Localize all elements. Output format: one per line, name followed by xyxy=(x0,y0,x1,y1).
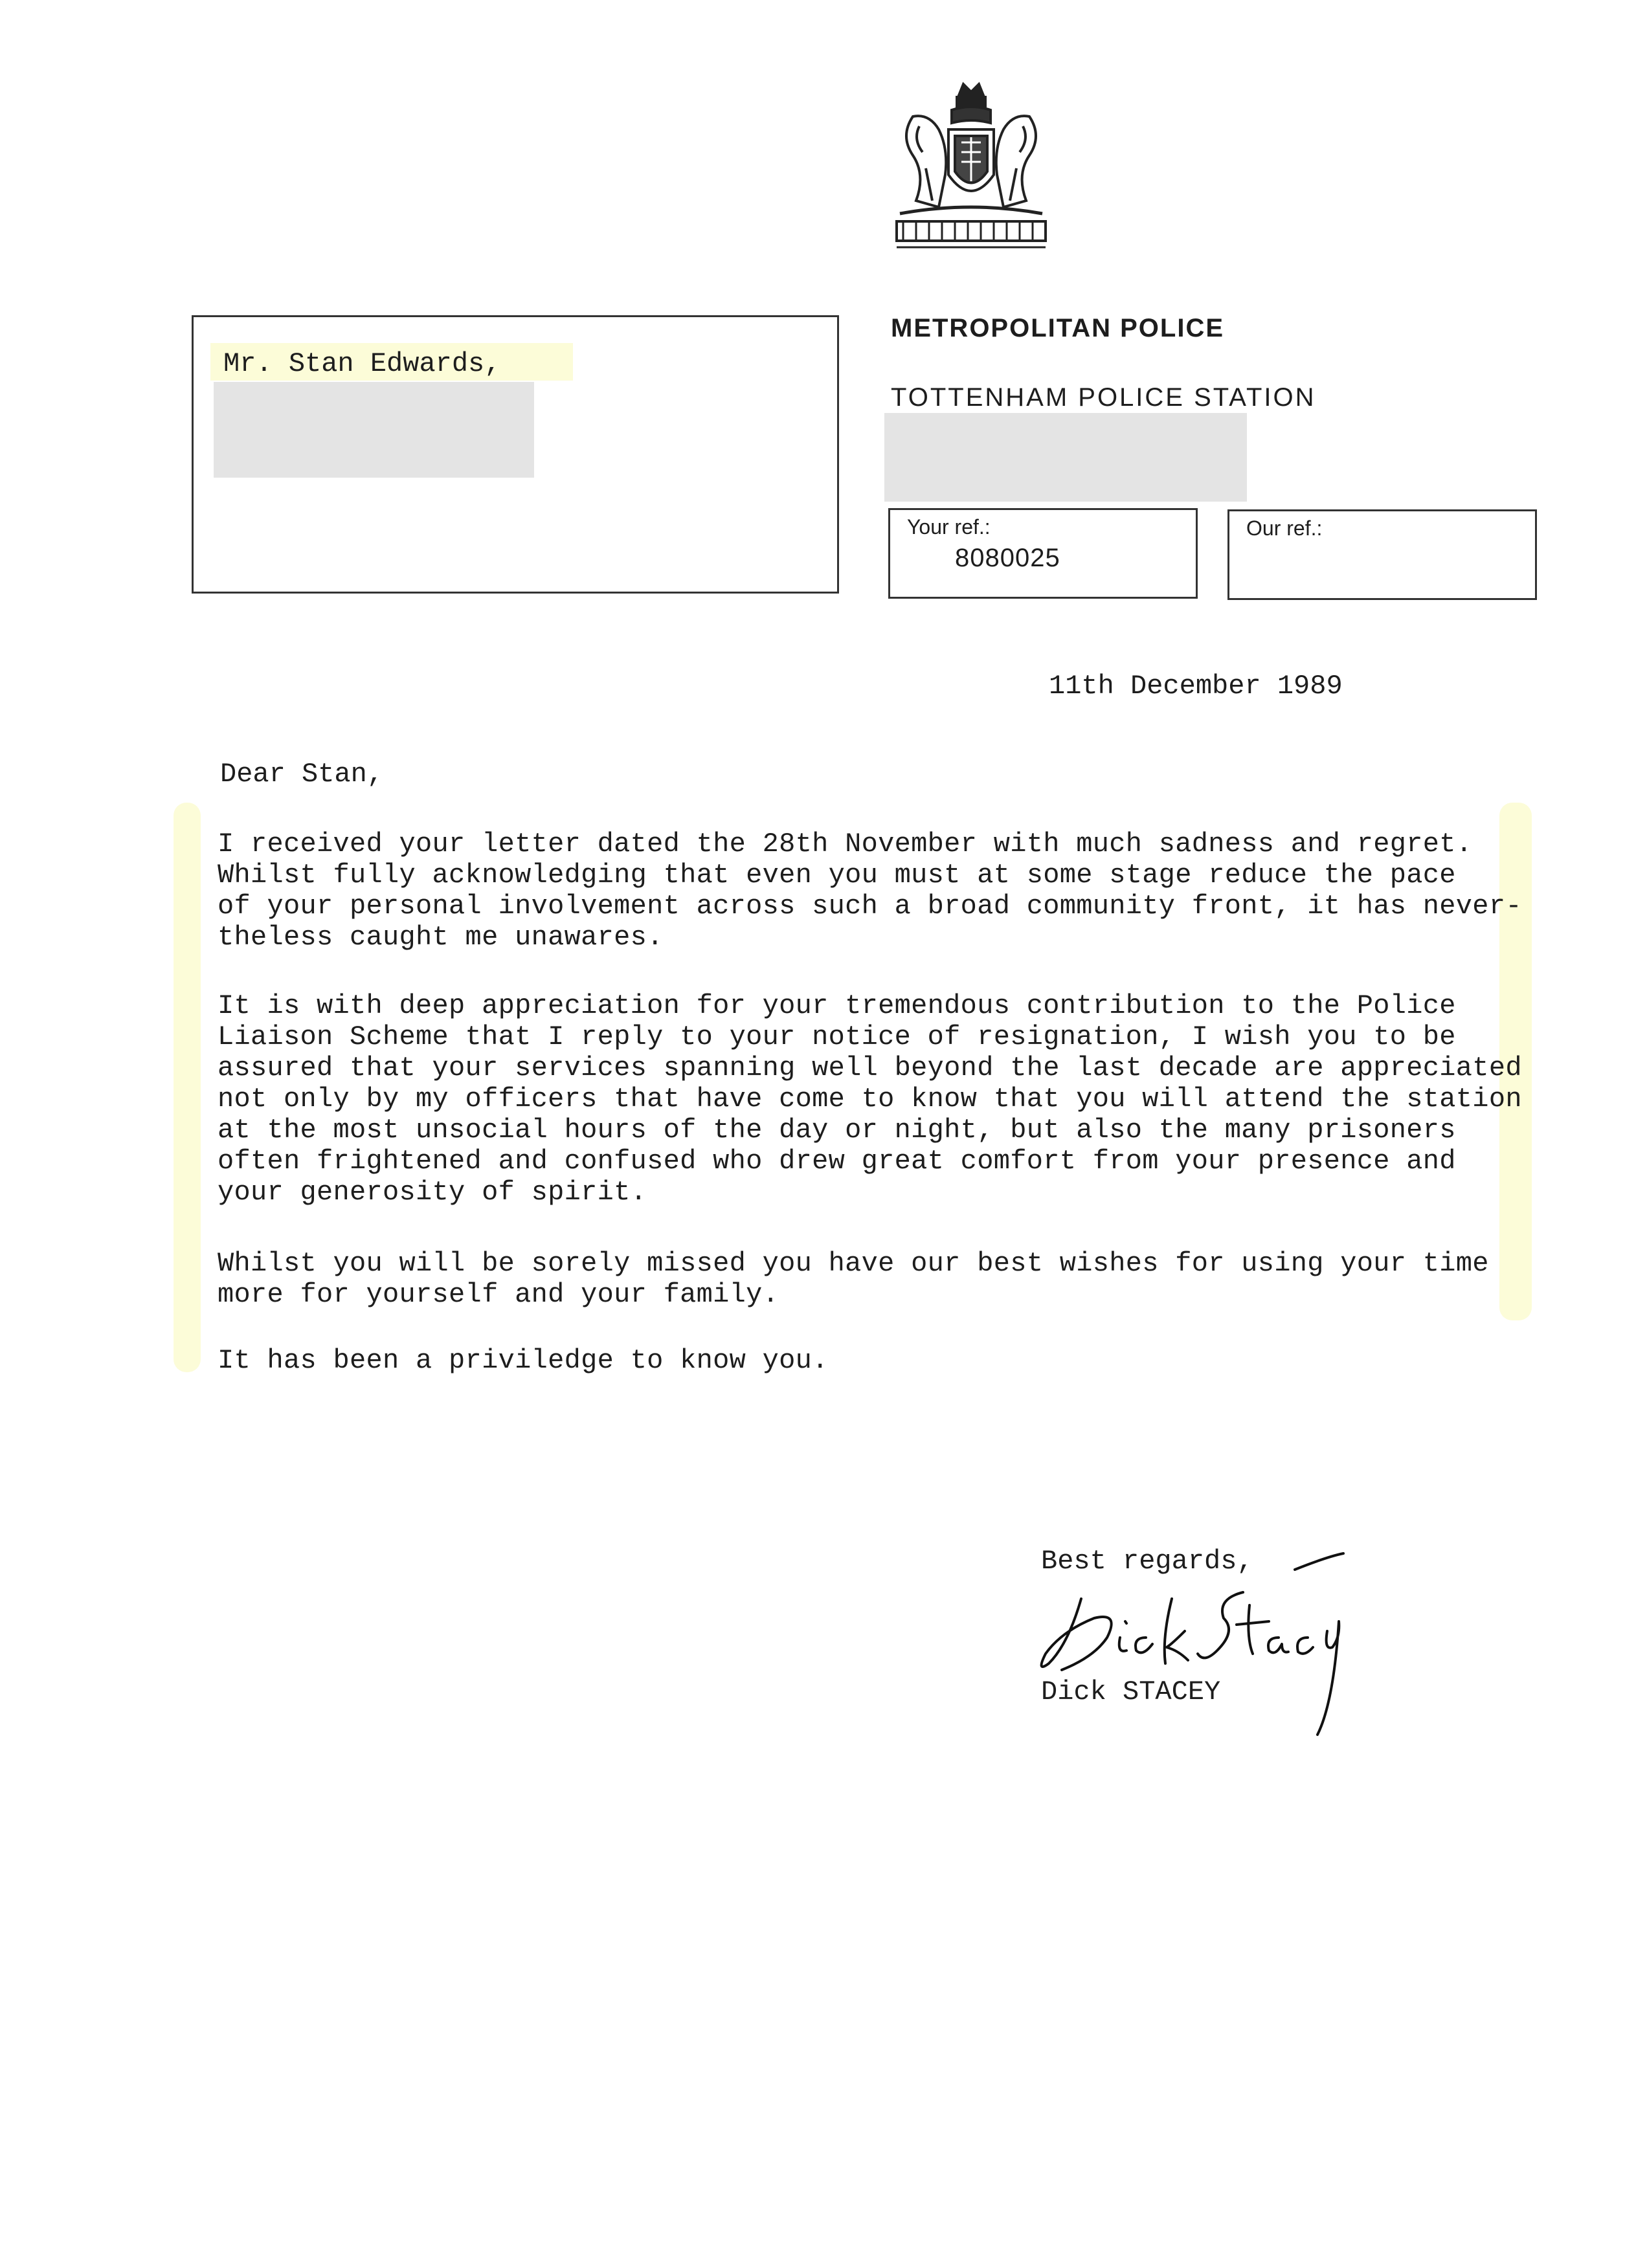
highlighter-mark-left xyxy=(174,803,201,1372)
redacted-address xyxy=(214,382,534,478)
station-name: TOTTENHAM POLICE STATION xyxy=(891,383,1316,412)
paragraph-1: I received your letter dated the 28th November with much sadness and regret. Whilst fully acknowledging that even you must at some stage reduce the pace of your personal involvement across such a broad community front, it has never- theless caught me unawares. xyxy=(218,828,1522,953)
paragraph-2: It is with deep appreciation for your tremendous contribution to the Police Liaison Scheme that I reply to your notice of resignation, I wish you to be assured that your services spanning well beyond the last decade are appreciated not only by my officers that have come to know that you will attend the station at the most unsocial hours of the day or night, but also the many prisoners often frightened and confused who drew great comfort from your presence and your generosity of spirit. xyxy=(218,990,1522,1208)
your-ref-value: 8080025 xyxy=(955,544,1060,572)
salutation: Dear Stan, xyxy=(220,759,384,790)
our-ref-box xyxy=(1227,509,1537,600)
your-ref-box xyxy=(888,508,1198,599)
closing: Best regards, xyxy=(1041,1546,1253,1577)
your-ref-label: Your ref.: xyxy=(907,515,991,539)
our-ref-label: Our ref.: xyxy=(1246,517,1323,540)
addressee-name: Mr. Stan Edwards, xyxy=(223,348,501,379)
signer-name: Dick STACEY xyxy=(1041,1676,1221,1707)
letter-date: 11th December 1989 xyxy=(1049,671,1343,702)
redacted-station-address xyxy=(884,413,1247,502)
paragraph-4: It has been a priviledge to know you. xyxy=(218,1345,829,1376)
handwritten-signature xyxy=(1023,1540,1360,1767)
force-name: METROPOLITAN POLICE xyxy=(891,314,1225,342)
royal-coat-of-arms-icon xyxy=(887,78,1055,259)
paragraph-3: Whilst you will be sorely missed you have our best wishes for using your time more for yourself and your family. xyxy=(218,1248,1489,1310)
